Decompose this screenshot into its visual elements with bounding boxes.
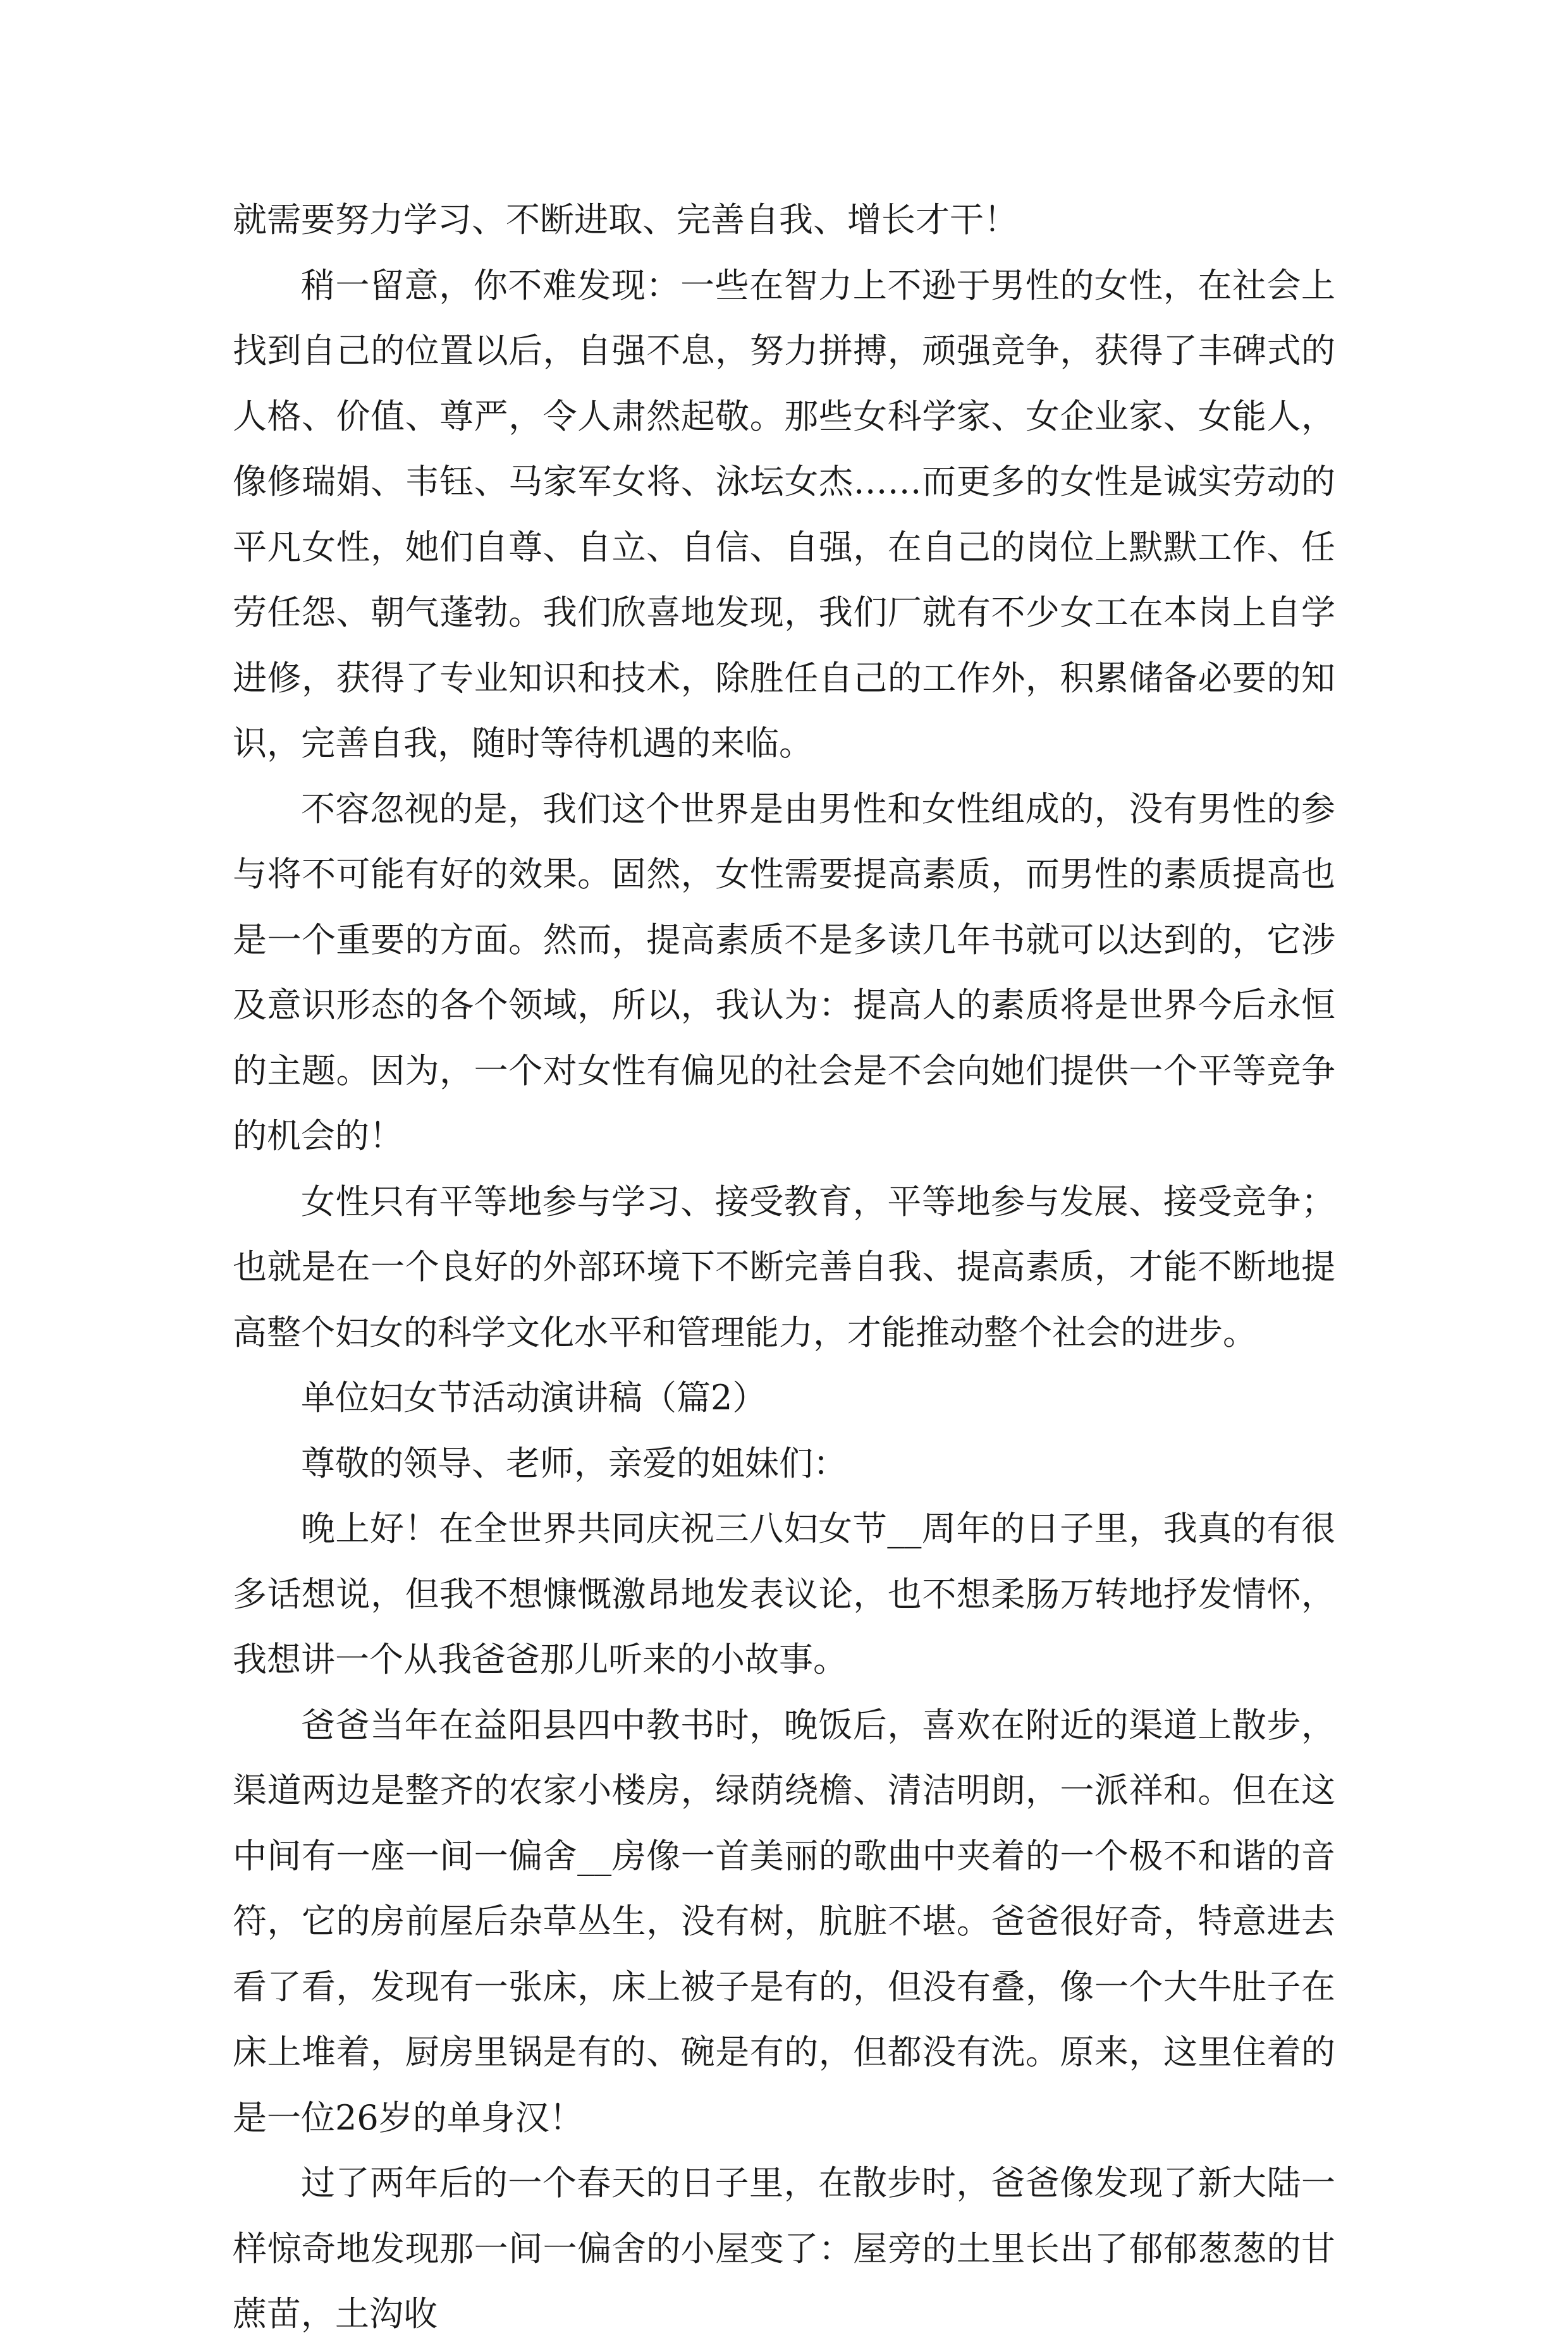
paragraph-continuation: 就需要努力学习、不断进取、完善自我、增长才干！ (233, 200, 1018, 240)
paragraph-story-house: 爸爸当年在益阳县四中教书时，晚饭后，喜欢在附近的渠道上散步，渠道两边是整齐的农家小楼房，绿荫绕檐、清洁明朗，一派祥和。但在这中间有一座一间一偏舍__房像一首美丽的歌曲中夹着的一个极不和谐的音符，它的房前屋后杂草丛生，没有树，肮脏不堪。爸爸很好奇，特意进去看了看，发现有一张床，床上被子是有的，但没有叠，像一个大牛肚子在床上堆着，厨房里锅是有的、碗是有的，但都没有洗。原来，这里住着的是一位26岁的单身汉！ (233, 1705, 1335, 2138)
salutation: 尊敬的领导、老师，亲爱的姐妹们： (301, 1443, 847, 1483)
paragraph-story-change: 过了两年后的一个春天的日子里，在散步时，爸爸像发现了新大陆一样惊奇地发现那一间一偏舍的小屋变了：屋旁的土里长出了郁郁葱葱的甘蔗苗，土沟收 (233, 2163, 1335, 2334)
paragraph-equal-participation: 女性只有平等地参与学习、接受教育，平等地参与发展、接受竞争；也就是在一个良好的外部环境下不断完善自我、提高素质，才能不断地提高整个妇女的科学文化水平和管理能力，才能推动整个社会的进步。 (233, 1181, 1335, 1352)
section-title-speech-2: 单位妇女节活动演讲稿（篇2） (301, 1378, 767, 1418)
paragraph-female-achievers: 稍一留意，你不难发现：一些在智力上不逊于男性的女性，在社会上找到自己的位置以后，自强不息，努力拼搏，顽强竞争，获得了丰碑式的人格、价值、尊严，令人肃然起敬。那些女科学家、女企业家、女能人，像修瑞娟、韦钰、马家军女将、泳坛女杰……而更多的女性是诚实劳动的平凡女性，她们自尊、自立、自信、自强，在自己的岗位上默默工作、任劳任怨、朝气蓬勃。我们欣喜地发现，我们厂就有不少女工在本岗上自学进修，获得了专业知识和技术，除胜任自己的工作外，积累储备必要的知识，完善自我，随时等待机遇的来临。 (233, 265, 1335, 763)
paragraph-male-participation: 不容忽视的是，我们这个世界是由男性和女性组成的，没有男性的参与将不可能有好的效果。固然，女性需要提高素质，而男性的素质提高也是一个重要的方面。然而，提高素质不是多读几年书就可以达到的，它涉及意识形态的各个领域，所以，我认为：提高人的素质将是世界今后永恒的主题。因为，一个对女性有偏见的社会是不会向她们提供一个平等竞争的机会的！ (233, 788, 1335, 1156)
paragraph-greeting: 晚上好！在全世界共同庆祝三八妇女节__周年的日子里，我真的有很多话想说，但我不想慷慨激昂地发表议论，也不想柔肠万转地抒发情怀，我想讲一个从我爸爸那儿听来的小故事。 (233, 1509, 1335, 1679)
document-body (233, 187, 1335, 2347)
